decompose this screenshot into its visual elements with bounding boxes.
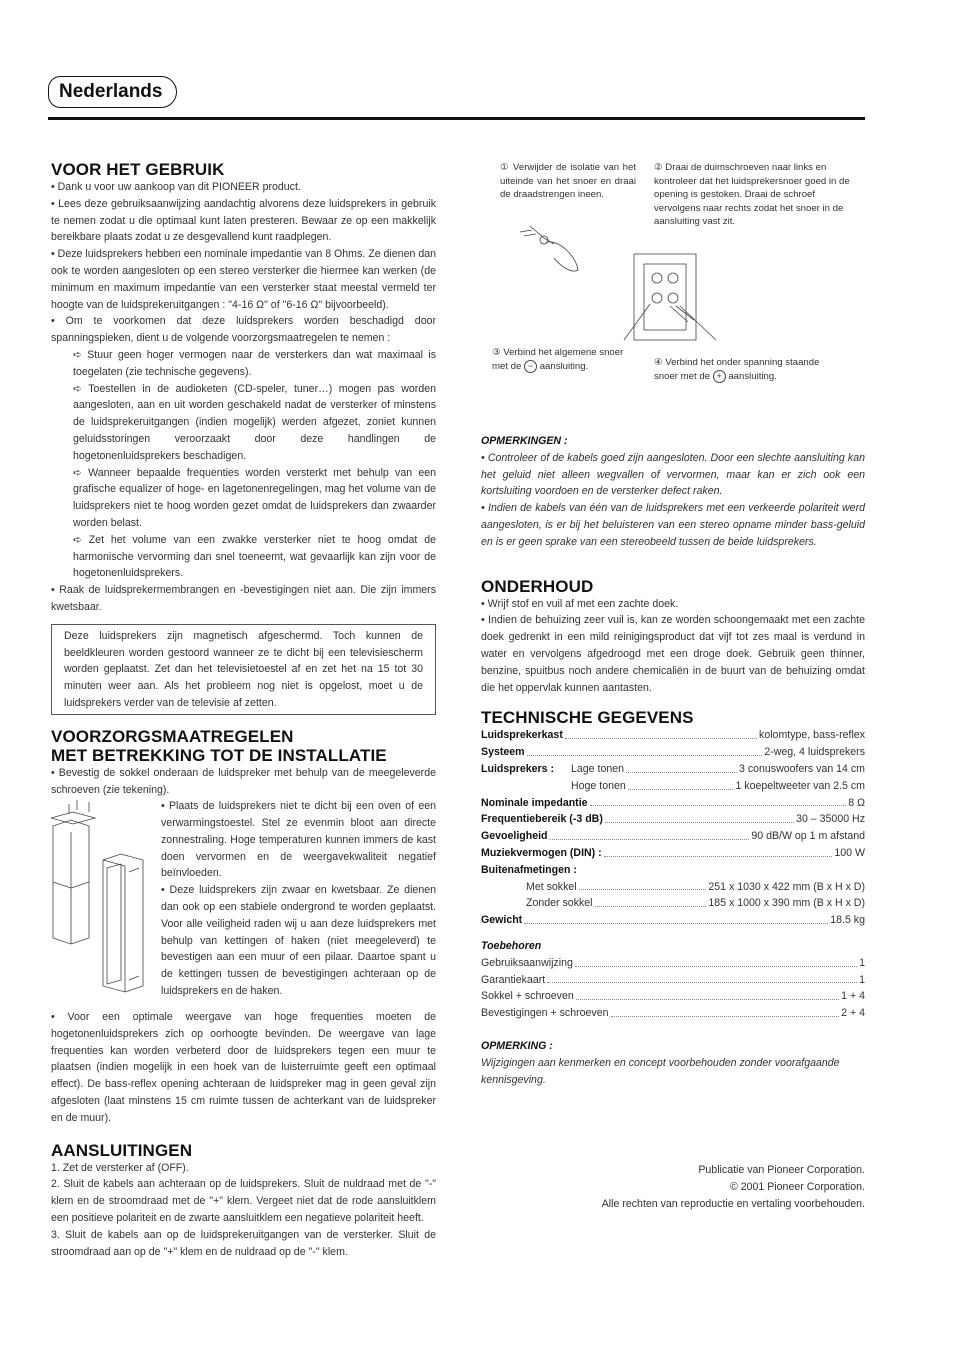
language-tab: Nederlands — [48, 76, 177, 108]
paragraph: • Deze luidsprekers hebben een nominale impedantie van 8 Ohms. Ze dienen dan ook te worden aangesloten op een stereo versterker die hiermee kan werken (de minimum en maximum impedantie van een versterker staat meestal vermeld ter hoogte van de luidsprekeruitgangen : "4-16 Ω" of "6-16 Ω" bijvoorbeeld). — [51, 248, 436, 311]
section-title-aansluitingen: AANSLUITINGEN — [51, 1140, 193, 1160]
precaution-item: ➪ Zet het volume van een zwakke versterker niet te hoog omdat de harmonische vervorming dan snel toeneemt, wat gevaarlijk kan zijn voor de hogetonenluidsprekers. — [73, 533, 436, 580]
paragraph: • Bevestig de sokkel onderaan de luidspreker met behulp van de meegeleverde schroeven (zie tekening). — [51, 766, 436, 796]
spec-row: Met sokkel 251 x 1030 x 422 mm (B x H x D) — [526, 880, 865, 893]
spec-row: Buitenafmetingen : — [481, 863, 577, 876]
precaution-item: ➪ Stuur geen hoger vermogen naar de versterkers dan wat maximaal is toegelaten (zie technische gegevens). — [73, 348, 436, 378]
diagram-caption-2: ② Draai de duimschroeven naar links en kontroleer dat het luidsprekersnoer goed in de opening is gestoken. Draai de schroef vervolgens naar rechts zodat het snoer in de aansluiting vast zit. — [654, 162, 850, 228]
spec-row: Luidsprekerkast kolomtype, bass-reflex — [481, 729, 865, 742]
plus-terminal-icon: + — [713, 370, 726, 383]
paragraph: • Wrijf stof en vuil af met een zachte doek. — [481, 597, 679, 610]
section-title-technische-gegevens: TECHNISCHE GEGEVENS — [481, 708, 694, 728]
header-rule — [48, 117, 865, 120]
diagram-caption-4: ④ Verbind het onder spanning staande snoer met de + aansluiting. — [654, 357, 820, 382]
paragraph: • Lees deze gebruiksaanwijzing aandachtig alvorens deze luidsprekers in gebruik te nemen zodat u die optimaal kunt laten presteren. Bewaar ze op een makkelijk bereikbare plaats zodat u ze desgevallend kunt raadplegen. — [51, 197, 436, 244]
step: 1. Zet de versterker af (OFF). — [51, 1161, 189, 1174]
accessory-row: Sokkel + schroeven 1 + 4 — [481, 990, 865, 1003]
spec-row: Zonder sokkel 185 x 1000 x 390 mm (B x H x D) — [526, 897, 865, 910]
spec-row: Systeem 2-weg, 4 luidsprekers — [481, 746, 865, 759]
magnetic-shield-note: Deze luidsprekers zijn magnetisch afgeschermd. Toch kunnen de beeldkleuren worden gestoord wanneer ze te dicht bij een televisiescherm worden geplaatst. Zet dan het televisietoestel af en zet het na 15 tot 30 minuten weer aan. Als het probleem nog niet is opgelost, moet u de luidsprekers verder van de televisie af zetten. — [51, 624, 436, 715]
spec-row: Frequentiebereik (-3 dB) 30 – 35000 Hz — [481, 813, 865, 826]
toebehoren-title: Toebehoren — [481, 939, 542, 952]
paragraph: • Raak de luidsprekermembrangen en -bevestigingen niet aan. Die zijn immers kwetsbaar. — [51, 584, 436, 613]
step: 3. Sluit de kabels aan op de luidsprekeruitgangen van de versterker. Sluit de stroomdraad aan op de "+" klem en de nuldraad op de "-" klem. — [51, 1228, 436, 1258]
section-title-voor-het-gebruik: VOOR HET GEBRUIK — [51, 160, 225, 179]
spec-row: Nominale impedantie 8 Ω — [481, 796, 865, 809]
diagram-caption-3: ③ Verbind het algemene snoer met de − aansluiting. — [492, 347, 624, 372]
section-title-onderhoud: ONDERHOUD — [481, 576, 594, 596]
minus-terminal-icon: − — [524, 360, 537, 373]
spec-row: Luidsprekers : Lage tonen 3 conuswoofers van 14 cm — [481, 762, 865, 775]
speaker-illustration — [51, 798, 161, 1009]
opmerking-text: Wijzigingen aan kenmerken en concept voorbehouden zonder voorafgaande kennisgeving. — [481, 1056, 840, 1086]
spec-row: Gevoeligheid 90 dB/W op 1 m afstand — [481, 830, 865, 843]
accessory-row: Bevestigingen + schroeven 2 + 4 — [481, 1007, 865, 1020]
spec-row: Muziekvermogen (DIN) : 100 W — [481, 846, 865, 859]
right-column — [481, 433, 865, 1088]
diagram-caption-1: ① Verwijder de isolatie van het uiteinde van het snoer en draai de draadstrengen ineen. — [500, 162, 636, 201]
precaution-item: ➪ Wanneer bepaalde frequenties worden versterkt met behulp van een grafische equalizer of hoge- en lagetonenregelingen, mag het volume van de luidsprekers niet te hoog worden gezet omdat de luidsprekers dan zwaarder worden belast. — [73, 466, 436, 529]
paragraph: • Indien de behuizing zeer vuil is, kan ze worden schoongemaakt met een zachte doek gedrenkt in een mild reinigingsproduct dat vijf tot zes maal is verdund in water en vervolgens afgedroogd met een droge doek. Gebruik geen thinner, benzine, spuitbus noch andere chemicaliën in de buurt van de behuizing omdat die het oppervlak kunnen aantasten. — [481, 614, 865, 694]
connection-diagram — [500, 222, 860, 342]
spec-row: Gewicht 18.5 kg — [481, 914, 865, 927]
section-title-voorzorg-2: MET BETREKKING TOT DE INSTALLATIE — [51, 745, 387, 765]
note: • Indien de kabels van één van de luidsprekers met een verkeerde polariteit werd aangesloten, is er bij het beluisteren van een stereo opname minder bass-geluid en is er geen sprake van een stereobeeld tussen de beide luidsprekers. — [481, 502, 865, 548]
opmerkingen-title: OPMERKINGEN : — [481, 435, 568, 447]
paragraph: • Dank u voor uw aankoop van dit PIONEER product. — [51, 181, 301, 193]
precaution-item: ➪ Toestellen in de audioketen (CD-speler, tuner…) mogen pas worden aangesloten, aan en uit worden geschakeld nadat de versterker of minstens de luidsprekeruitgangen (indien mogelijk) werden afgezet, zoniet kunnen geluidsstoringen veroorzaakt door deze handlingen de hogetonenluidsprekers beschadigen. — [73, 382, 436, 462]
accessory-row: Garantiekaart 1 — [481, 973, 865, 986]
paragraph: • Plaats de luidsprekers niet te dicht bij een oven of een verwarmingstoestel. Stel ze evenmin bloot aan directe zonnestraling. Hoge temperaturen kunnen immers de kast doen vervormen en de weergavekwaliteit negatief beïnvloeden. — [161, 800, 436, 880]
section-title-voorzorg-1: VOORZORGSMAATREGELEN — [51, 726, 294, 746]
paragraph: • Om te voorkomen dat deze luidsprekers worden beschadigd door spanningspieken, dient u de volgende voorzorgsmaatregelen te nemen : — [51, 315, 436, 345]
spec-row: Hoge tonen 1 koepeltweeter van 2.5 cm — [571, 779, 865, 792]
publication-info: Publicatie van Pioneer Corporation. © 2001 Pioneer Corporation. Alle rechten van reproductie en vertaling voorbehouden. — [601, 1164, 865, 1210]
opmerking-title: OPMERKING : — [481, 1039, 553, 1052]
paragraph: • Voor een optimale weergave van hoge frequenties moeten de hogetonenluidsprekers zich op oorhoogte bevinden. De weergave van lage frequenties kan worden verbeterd door de luidsprekers tegen een muur te plaatsen (indien mogelijk in een hoek van de luisterruimte geeft een optimaal effect). De bass-reflex opening achteraan de luidspreker mag in geen geval zijn afgesloten (laat minstens 15 cm ruimte tussen de achterkant van de luidspreker en de muur). — [51, 1011, 436, 1124]
paragraph: • Deze luidsprekers zijn zwaar en kwetsbaar. Ze dienen dan ook op een stabiele ondergrond te worden geplaatst. Voor alle veiligheid raden wij u aan deze luidsprekers met behulp van kettingen of haken (niet meegeleverd) te bevestigen aan een muur of een pilaar. Daartoe spant u de kettingen tussen de bevestigingen achteraan op de luidsprekers en de haken. — [161, 884, 436, 998]
left-column — [51, 160, 436, 1260]
step: 2. Sluit de kabels aan achteraan op de luidsprekers. Sluit de nuldraad met de "-" klem en de stroomdraad met de "+" klem. Vergeet niet dat de rode aansluitklem een positieve polariteit en de zwarte aansluitklem een negatieve polariteit heeft. — [51, 1178, 436, 1225]
note: • Controleer of de kabels goed zijn aangesloten. Door een slechte aansluiting kan het geluid niet alleen wegvallen of vervormen, maar kan er zich ook een kortsluiting voordoen en de versterker defect raken. — [481, 451, 865, 498]
accessory-row: Gebruiksaanwijzing 1 — [481, 956, 865, 969]
